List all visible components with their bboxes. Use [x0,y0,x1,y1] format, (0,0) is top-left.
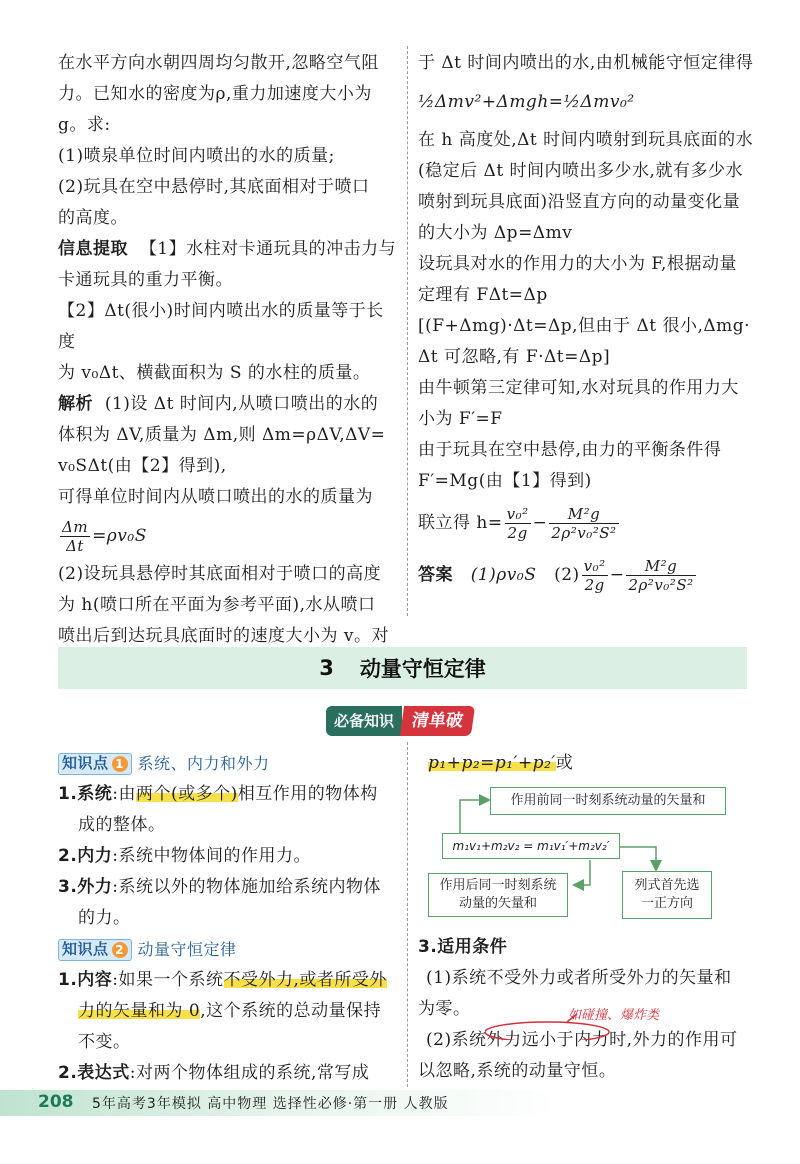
text-line: 在水平方向水朝四周均匀散开,忽略空气阻 [58,53,379,73]
condition-2-cont: 以忽略,系统的动量守恒。 [418,1061,617,1081]
box-after: 作用后同一时刻系统动量的矢量和 [428,873,568,917]
kp-title: 系统、内力和外力 [137,754,270,773]
info-2: 【2】Δt(很小)时间内喷出水的质量等于长度 [58,301,384,352]
box-before: 作用前同一时刻系统动量的矢量和 [490,787,726,815]
denominator: 2g [584,575,605,594]
minus-sign: − [532,512,548,533]
fraction [582,557,608,594]
column-divider-top [407,46,408,616]
solution-line: 体积为 ΔV,质量为 Δm,则 Δm=ρΔV,ΔV= [58,425,386,445]
text: :由 [112,784,137,804]
text: 相互作用的物体构 [237,784,378,804]
text-line: 力。已知水的密度为ρ,重力加速度大小为 [58,84,372,104]
solution-line: 在 h 高度处,Δt 时间内喷射到玩具底面的水 [418,130,754,150]
kp-number: 2 [112,942,128,958]
solution-line: (1)设 Δt 时间内,从喷口喷出的水的 [104,394,379,414]
minus-sign: − [609,564,625,585]
text-line: g。求: [58,115,111,135]
conditions-label: 3.适用条件 [418,937,508,957]
question-2: (2)玩具在空中悬停时,其底面相对于喷口 [58,177,370,197]
text: ,这个系统的总动量保持 [200,1001,382,1021]
item-label: 3.外力 [58,877,113,897]
box-equation: m₁v₁+m₂v₂ = m₁v₁′+m₂v₂′ [442,833,620,859]
solution-line: 喷射到玩具底面)沿竖直方向的动量变化量 [418,192,741,212]
denominator: 2g [507,523,528,542]
info-label: 信息提取 [58,239,128,259]
denominator: Δt [66,536,84,555]
right-column-top [418,48,758,601]
text-line: 不变。 [78,1032,131,1052]
solution-line: 小为 F′=F [418,409,503,429]
section-number: 3 [319,656,334,680]
knowledge-point-tag [58,753,132,775]
info-2-cont: 为 v₀Δt、横截面积为 S 的水柱的质量。 [58,363,371,383]
info-extraction [58,234,400,265]
section-header [58,647,747,689]
column-divider-bottom [407,742,408,1087]
condition-1: (1)系统不受外力或者所受外力的矢量和 [426,968,732,988]
answer-line [418,549,758,601]
law-expression [58,1058,400,1089]
text: :对两个物体组成的系统,常写成 [129,1063,370,1083]
momentum-diagram [420,785,750,930]
handwritten-note: 如碰撞、爆炸类 [568,1008,660,1023]
highlight: 不受外力,或者所受外 [223,970,387,990]
fraction [60,518,90,555]
fraction [626,557,695,594]
item-label: 1.内容 [58,970,113,990]
solution-line: 由牛顿第三定律可知,水对玩具的作用力大 [418,378,739,398]
info-1-cont: 卡通玩具的重力平衡。 [58,270,233,290]
formula-rhs: =ρv₀S [92,525,147,546]
knowledge-point-2-heading [58,934,400,965]
left-column-bottom [58,748,400,1089]
highlight: 力的矢量和为 0 [78,1001,201,1021]
solution-line: 可得单位时间内从喷口喷出的水的质量为 [58,487,373,507]
kp-title: 动量守恒定律 [137,940,237,959]
item-label: 2.表达式 [58,1063,130,1083]
solution-line: (2)设玩具悬停时其底面相对于喷口的高度 [58,564,382,584]
solution-line: Δt 可忽略,有 F·Δt=Δp] [418,347,611,367]
text: :系统中物体间的作用力。 [112,846,312,866]
denominator: 2ρ²v₀²S² [551,523,617,542]
solution-line: 为 h(喷口所在平面为参考平面),水从喷口 [58,595,376,615]
solution-line: F′=Mg(由【1】得到) [418,471,592,491]
text-line: 的力。 [78,908,131,928]
solution-line: 喷出后到达玩具底面时的速度大小为 v。对 [58,626,390,646]
text: :系统以外的物体施加给系统内物体 [112,877,382,897]
expression-line [418,748,758,779]
knowledge-point-1-heading [58,748,400,779]
knowledge-point-tag [58,939,132,961]
badge-left: 必备知识 [326,706,402,736]
denominator: 2ρ²v₀²S² [628,575,694,594]
numerator: Δm [62,517,89,536]
text-line: 成的整体。 [78,815,166,835]
solution-label: 解析 [58,394,93,414]
answer-label: 答案 [418,564,453,585]
definition-external-force [58,872,400,903]
section-title: 动量守恒定律 [359,657,486,681]
momentum-expression: p₁+p₂=p₁′+p₂′ [428,753,556,773]
solution-line: 于 Δt 时间内喷出的水,由机械能守恒定律得 [418,53,754,73]
numerator: M²g [549,505,618,524]
mass-rate-formula [58,513,400,559]
solution-line: (稳定后 Δt 时间内喷出多少水,就有多少水 [418,161,743,181]
text: :如果一个系统 [112,970,224,990]
question-2-cont: 的高度。 [58,208,128,228]
badge-right: 清单破 [400,706,475,736]
solution-line: 定理有 FΔt=Δp [418,285,548,305]
solution-line: v₀SΔt(由【2】得到), [58,456,227,476]
law-content [58,965,400,996]
box-direction: 列式首先选一正方向 [622,871,712,919]
kp-label: 知识点 [62,940,109,958]
item-label: 2.内力 [58,846,113,866]
highlight: 两个(或多个) [136,784,238,804]
height-formula [418,497,758,549]
formula-prefix: 联立得 h= [418,512,503,533]
text-line [58,996,400,1027]
info-1: 【1】水柱对卡通玩具的冲击力与 [139,239,397,259]
fraction [549,505,618,542]
condition-2: (2)系统外力远小于内力时,外力的作用可 [426,1030,738,1050]
question-1: (1)喷泉单位时间内喷出的水的质量; [58,146,335,166]
solution-line: 的大小为 Δp=Δmv [418,223,573,243]
knowledge-badge [326,706,473,736]
text: 或 [555,753,574,773]
answer-2-prefix: (2) [554,564,580,585]
solution-line: [(F+Δmg)·Δt=Δp,但由于 Δt 很小,Δmg· [418,316,751,336]
left-column-top [58,48,400,652]
kp-number: 1 [112,756,128,772]
condition-1-cont: 为零。 [418,999,471,1019]
numerator: v₀² [506,504,529,523]
fraction [505,505,531,542]
book-title: 5年高考3年模拟 高中物理 选择性必修·第一册 人教版 [92,1096,449,1112]
solution [58,389,400,420]
solution-line: 设玩具对水的作用力的大小为 F,根据动量 [418,254,737,274]
right-column-bottom [418,748,758,779]
page-footer [0,1090,800,1116]
definition-internal-force [58,841,400,872]
page-number: 208 [38,1092,74,1112]
numerator: v₀² [583,556,606,575]
kp-label: 知识点 [62,754,109,772]
numerator: M²g [626,557,695,576]
definition-system [58,779,400,810]
item-label: 1.系统 [58,784,113,804]
energy-formula: ½Δmv²+Δmgh=½Δmv₀² [418,91,635,112]
solution-line: 由于玩具在空中悬停,由力的平衡条件得 [418,440,722,460]
answer-1: (1)ρv₀S [470,564,537,585]
